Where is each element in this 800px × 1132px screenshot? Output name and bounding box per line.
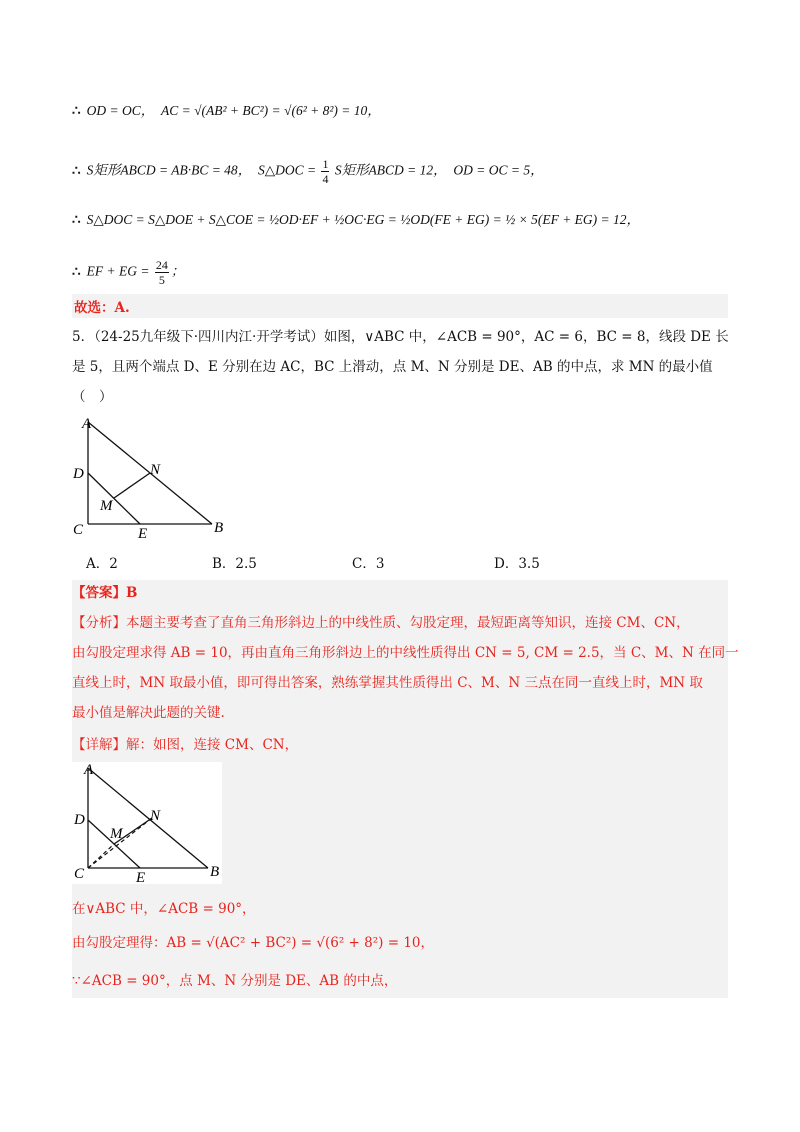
question-line-3: （ ） — [72, 389, 113, 405]
detail-figure — [72, 762, 222, 884]
label2-A: A — [84, 762, 94, 778]
label-E: E — [138, 526, 148, 542]
analysis-line-1: 【分析】本题主要考查了直角三角形斜边上的中线性质、勾股定理，最短距离等知识，连接 CM、CN， — [72, 615, 690, 631]
solution-line-4: ∴ EF + EG = $\frac{24}{5}$ ； — [72, 258, 185, 287]
detail-line-4: ∵∠ACB = 90°，点 M、N 分别是 DE、AB 的中点， — [72, 973, 398, 989]
analysis-line-3: 直线上时，MN 取最小值，即可得出答案，熟练掌握其性质得出 C、M、N 三点在同一直线上时，MN 取 — [72, 675, 703, 691]
question-line-2: 是 5，且两个端点 D、E 分别在边 AC，BC 上滑动，点 M、N 分别是 DE、AB 的中点，求 MN 的最小值 — [72, 359, 713, 375]
solution-line-2: ∴ S矩形ABCD = AB·BC = 48， S△DOC = $\frac{1}{4}$ S矩形ABCD = 12， OD = OC = 5， — [72, 157, 544, 186]
fraction-24-5: $\frac{24}{5}$ — [155, 258, 168, 287]
label2-N: N — [150, 808, 161, 824]
fraction-quarter: $\frac{1}{4}$ — [322, 157, 329, 186]
label-A: A — [82, 416, 92, 432]
label-C: C — [73, 522, 84, 538]
detail-line-2: 在∨ABC 中，∠ACB = 90°， — [72, 901, 256, 917]
label2-C: C — [74, 866, 85, 882]
option-d: D．3.5 — [494, 556, 540, 572]
question-line-1: 5．（24-25九年级下·四川内江·开学考试）如图，∨ABC 中，∠ACB = 90°，AC = 6，BC = 8，线段 DE 长 — [72, 329, 729, 345]
option-a: A．2 — [86, 556, 118, 572]
question-figure — [68, 412, 238, 544]
answer-band — [72, 294, 728, 318]
analysis-line-2: 由勾股定理求得 AB = 10，再由直角三角形斜边上的中线性质得出 CN = 5, CM = 2.5，当 C、M、N 在同一 — [72, 645, 739, 661]
label-D: D — [73, 466, 84, 482]
detail-line-1: 【详解】解：如图，连接 CM、CN， — [72, 737, 299, 753]
solution-line-1: ∴ OD = OC， AC = √(AB² + BC²) = √(6² + 8²) = 10， — [72, 103, 381, 118]
detail-line-3: 由勾股定理得：AB = √(AC² + BC²) = √(6² + 8²) = 10， — [72, 935, 434, 951]
label2-D: D — [74, 812, 85, 828]
analysis-line-4: 最小值是解决此题的关键. — [72, 705, 225, 721]
answer-choice: 故选：A. — [74, 300, 130, 316]
label-B: B — [214, 520, 224, 536]
label2-M: M — [110, 826, 123, 842]
option-b: B．2.5 — [212, 556, 257, 572]
option-c: C．3 — [352, 556, 385, 572]
label-N: N — [150, 462, 161, 478]
answer-label: 【答案】B — [72, 585, 138, 601]
label2-B: B — [210, 864, 220, 880]
solution-line-3: ∴ S△DOC = S△DOE + S△COE = ½OD·EF + ½OC·EG = ½OD(FE + EG) = ½ × 5(EF + EG) = 12， — [72, 212, 641, 227]
label-M: M — [100, 498, 113, 514]
label2-E: E — [136, 870, 146, 884]
